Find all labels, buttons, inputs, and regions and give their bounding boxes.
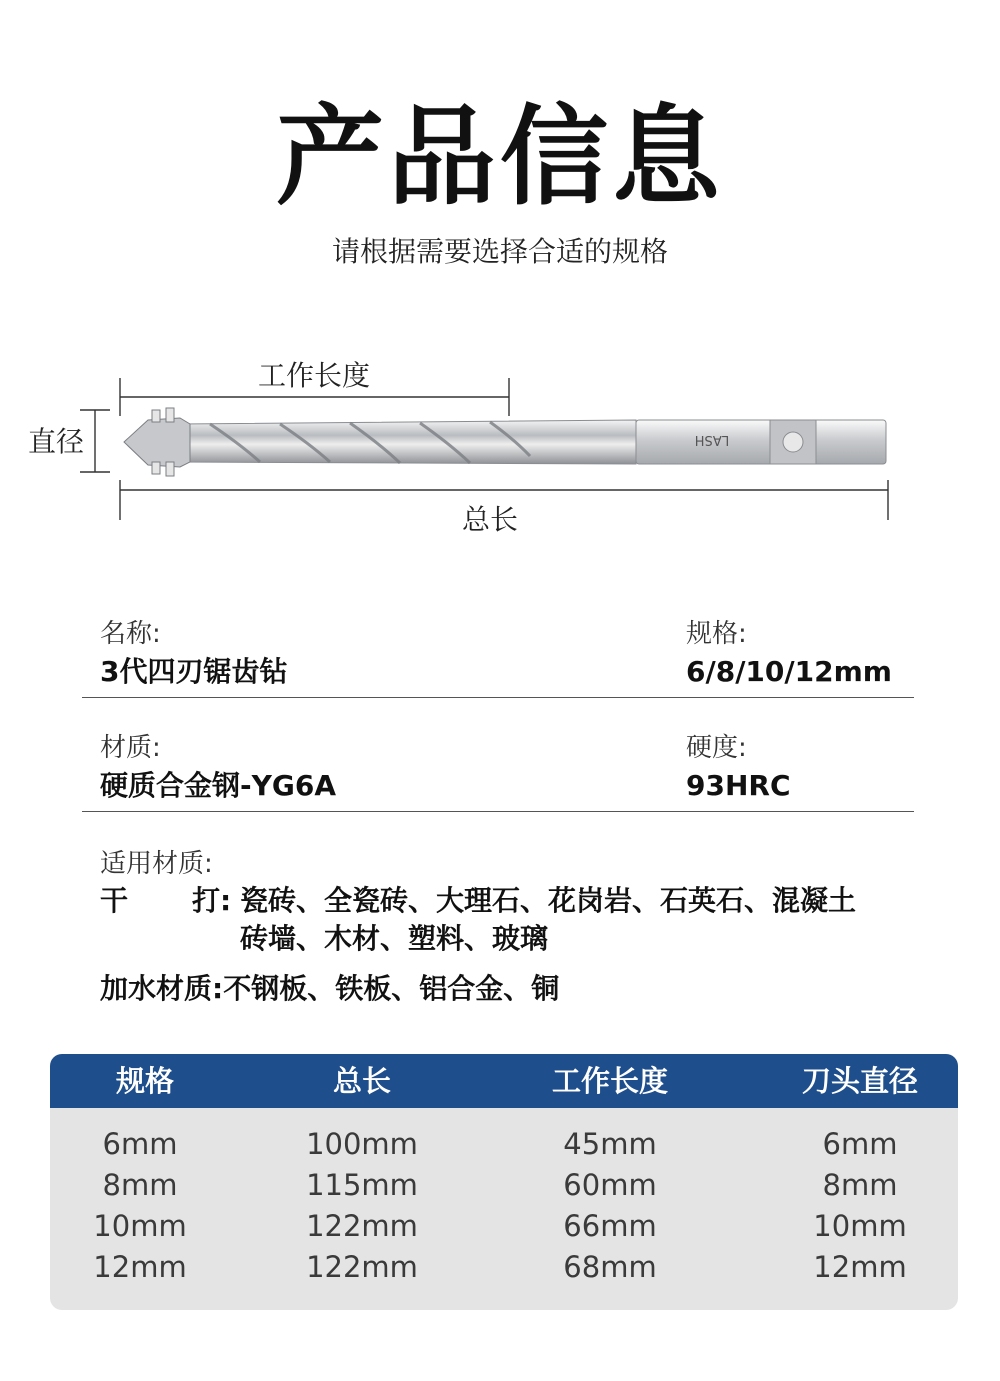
spec-table <box>50 1054 958 1310</box>
total-length-label: 总长 <box>462 503 519 536</box>
cell-tip-diameter: 12mm <box>813 1250 907 1284</box>
hardness-key: 硬度: <box>686 733 747 763</box>
cell-total-length: 100mm <box>306 1127 418 1161</box>
page-title: 产品信息 <box>275 95 724 220</box>
usage-title: 适用材质: <box>100 849 213 879</box>
cell-working-length: 45mm <box>563 1127 657 1161</box>
wet-drilling-line <box>100 970 920 1008</box>
material-key: 材质: <box>100 733 161 763</box>
header-total-length: 总长 <box>332 1064 391 1098</box>
cell-tip-diameter: 6mm <box>822 1127 898 1161</box>
header-spec: 规格 <box>115 1064 174 1098</box>
spec-key: 规格: <box>686 619 747 649</box>
material-value: 硬质合金钢-YG6A <box>100 769 337 802</box>
dry-drilling-line <box>100 882 920 920</box>
header-working-length: 工作长度 <box>551 1064 668 1098</box>
cell-total-length: 122mm <box>306 1209 418 1243</box>
spec-value: 6/8/10/12mm <box>686 655 892 688</box>
name-key: 名称: <box>100 619 161 649</box>
applicable-materials <box>100 846 920 1008</box>
hardness-value: 93HRC <box>686 769 791 802</box>
name-value: 3代四刃锯齿钻 <box>100 655 288 688</box>
cell-spec: 10mm <box>93 1209 187 1243</box>
cell-spec: 8mm <box>102 1168 178 1202</box>
dry-drilling-line-2 <box>100 920 920 970</box>
shank-brand-mark: LASH <box>694 432 730 447</box>
cell-working-length: 60mm <box>563 1168 657 1202</box>
dry-materials-line2: 砖墙、木材、塑料、玻璃 <box>240 922 549 955</box>
drill-bit-illustration <box>0 340 1000 540</box>
page-subtitle: 请根据需要选择合适的规格 <box>331 235 668 268</box>
header-tip-diameter: 刀头直径 <box>801 1064 918 1098</box>
cell-tip-diameter: 8mm <box>822 1168 898 1202</box>
dry-label-part2: 打: <box>192 884 232 917</box>
cell-spec: 6mm <box>102 1127 178 1161</box>
wet-label: 加水材质: <box>100 972 224 1005</box>
dry-label-part1: 干 <box>100 884 129 917</box>
cell-tip-diameter: 10mm <box>813 1209 907 1243</box>
wet-materials: 不钢板、铁板、铝合金、铜 <box>223 972 560 1005</box>
cell-working-length: 68mm <box>563 1250 657 1284</box>
info-row-name-spec <box>82 612 914 698</box>
dry-materials-line1: 瓷砖、全瓷砖、大理石、花岗岩、石英石、混凝土 <box>240 884 857 917</box>
diameter-label: 直径 <box>28 425 85 458</box>
drill-dimension-diagram <box>0 340 1000 540</box>
cell-total-length: 122mm <box>306 1250 418 1284</box>
cell-spec: 12mm <box>93 1250 187 1284</box>
spec-table-header <box>50 1054 958 1108</box>
cell-total-length: 115mm <box>306 1168 418 1202</box>
cell-working-length: 66mm <box>563 1209 657 1243</box>
info-row-material-hardness <box>82 726 914 812</box>
working-length-label: 工作长度 <box>258 359 371 392</box>
